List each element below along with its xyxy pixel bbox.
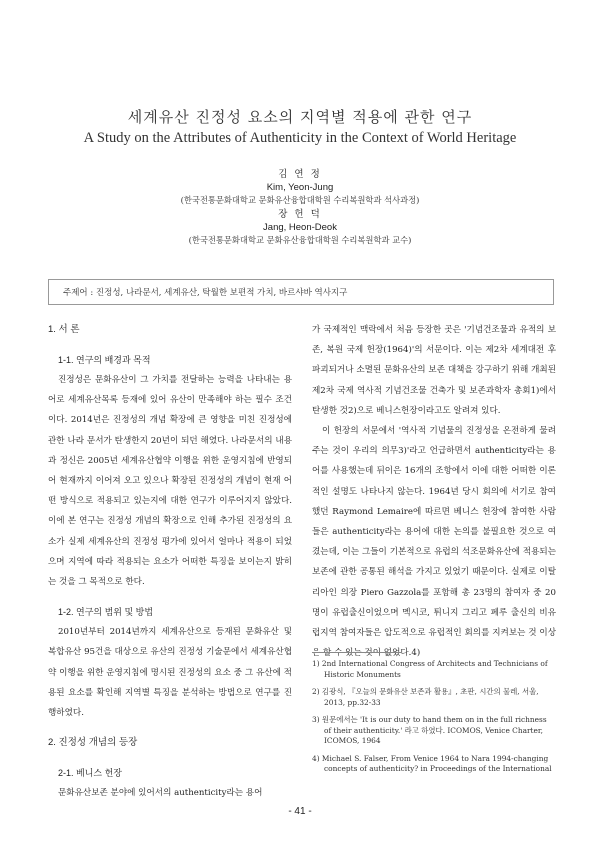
paragraph-1-2: 2010년부터 2014년까지 세계유산으로 등재된 문화유산 및 복합유산 95건을 대상으로 유산의 진정성 기술문에서 세계유산협약 이행을 위한 운영지침에 명시된 진정성의 요소 중 그 유산에 적용된 요소를 확인해 지역별 특징을 분석하는 방법으로 연구를 진행하였다. bbox=[48, 627, 292, 719]
author-block bbox=[0, 168, 600, 247]
subsection-1-2-heading: 1-2. 연구의 범위 및 방법 bbox=[58, 607, 154, 618]
title-english: A Study on the Attributes of Authenticity in the Context of World Heritage bbox=[83, 130, 517, 146]
subsection-1-1-heading: 1-1. 연구의 배경과 목적 bbox=[58, 355, 151, 365]
keywords-text: 주제어 : 진정성, 나라문서, 세계유산, 탁월한 보편적 가치, 바르샤바 역사지구 bbox=[63, 288, 348, 298]
footnotes bbox=[312, 659, 556, 782]
author-1-name-korean: 김 연 정 bbox=[278, 169, 322, 180]
keywords-box bbox=[48, 279, 554, 305]
title-korean: 세계유산 진정성 요소의 지역별 적용에 관한 연구 bbox=[127, 108, 473, 126]
footnote-divider bbox=[312, 652, 402, 653]
paragraph-1-1: 진정성은 문화유산이 그 가치를 전달하는 능력을 나타내는 용어로 세계유산목록 등재에 있어 유산이 만족해야 하는 필수 조건이다. 2014년은 진정성의 개념 확장에 큰 영향을 미친 진정성에 관한 나라 문서가 탄생한지 20년이 되던 해였다. 나라문서의 내용과 정신은 2005년 세계유산협약 이행을 위한 운영지침에 반영되어 현재까지 이어져 오고 있으나 확장된 진정성의 개념이 현재 어떤 방식으로 적용되고 있는지에 대한 연구가 이루어지지 않았다. 이에 본 연구는 진정성 개념의 확장으로 인해 추가된 진정성의 요소가 실제 세계유산의 진정성 평가에 있어서 얼마나 적용이 되었으며 지역에 따라 적용되는 요소가 어떠한 특징을 보이는지 밝히는 것을 그 목적으로 한다. bbox=[48, 375, 292, 588]
author-1-affiliation: (한국전통문화대학교 문화유산융합대학원 수리복원학과 석사과정) bbox=[180, 195, 420, 206]
footnote-4: 4) Michael S. Falser, From Venice 1964 to Nara 1994-changing concepts of authenticity? in Proceedings of the International bbox=[312, 753, 552, 773]
section-1-heading: 1. 서 론 bbox=[48, 324, 80, 335]
paragraph-right-1: 가 국제적인 맥락에서 처음 등장한 곳은 '기념건조물과 유적의 보존, 복원 국제 헌장(1964)'의 서문이다. 이는 제2차 세계대전 후 파괴되거나 소멸된 문화유산의 보존 대책을 강구하기 위해 개최된 제2차 국제 역사적 기념건조물 건축가 및 보존과학자 총회1)에서 탄생한 것2)으로 베니스헌장이라고도 알려져 있다. bbox=[312, 325, 556, 416]
author-2-name-english: Jang, Heon-Deok bbox=[263, 221, 337, 233]
footnote-3: 3) 원문에서는 'It is our duty to hand them on in the full richness of their authenticity.' 라고 하였다. ICOMOS, Venice Charter, ICOMOS, 1964 bbox=[312, 715, 547, 745]
footnote-2: 2) 김광식, 『오늘의 문화유산 보존과 활용』, 초판, 시간의 물레, 서울, 2013, pp.32-33 bbox=[312, 687, 539, 707]
section-2-heading: 2. 진정성 개념의 등장 bbox=[48, 737, 138, 749]
paragraph-right-2: 이 헌장의 서문에서 '역사적 기념물의 진정성을 온전하게 물려주는 것이 우리의 의무3)'라고 언급하면서 authenticity라는 용어를 사용했는데 뒤이은 16개의 조항에서 이에 대한 어떠한 이론적인 설명도 나타나지 않는다. 1964년 당시 회의에 서기로 참여했던 Raymond Lemaire에 따르면 베니스 헌장에 참여한 사람들은 authenticity라는 용어에 대한 논의를 불필요한 것으로 여겼는데, 이는 그들이 기본적으로 유럽의 석조문화유산에 적용되는 보존에 관한 공통된 해석을 가지고 있었기 때문이다. 실제로 이탈리아인 의장 Piero Gazzola를 포함해 총 23명의 참여자 중 20명이 유럽출신이었으며 멕시코, 튀니지 그리고 페루 출신의 비유럽지역 참여자들은 압도적으로 유럽적인 회의를 지켜보는 것 이상은 할 수 있는 것이 없었다.4) bbox=[312, 426, 556, 659]
footnote-1: 1) 2nd International Congress of Architects and Technicians of Historic Monuments bbox=[312, 659, 548, 679]
author-2-name-korean: 장 헌 덕 bbox=[278, 208, 322, 220]
author-2-affiliation: (한국전통문화대학교 문화유산융합대학원 수리복원학과 교수) bbox=[188, 235, 412, 246]
subsection-2-1-heading: 2-1. 베니스 헌장 bbox=[58, 768, 122, 779]
page-number: - 41 - bbox=[288, 806, 312, 817]
paragraph-2-1: 문화유산보존 분야에 있어서의 authenticity라는 용어 bbox=[58, 788, 263, 799]
author-1-name-english: Kim, Yeon-Jung bbox=[266, 182, 334, 194]
left-column bbox=[48, 320, 292, 803]
right-column bbox=[312, 320, 556, 663]
